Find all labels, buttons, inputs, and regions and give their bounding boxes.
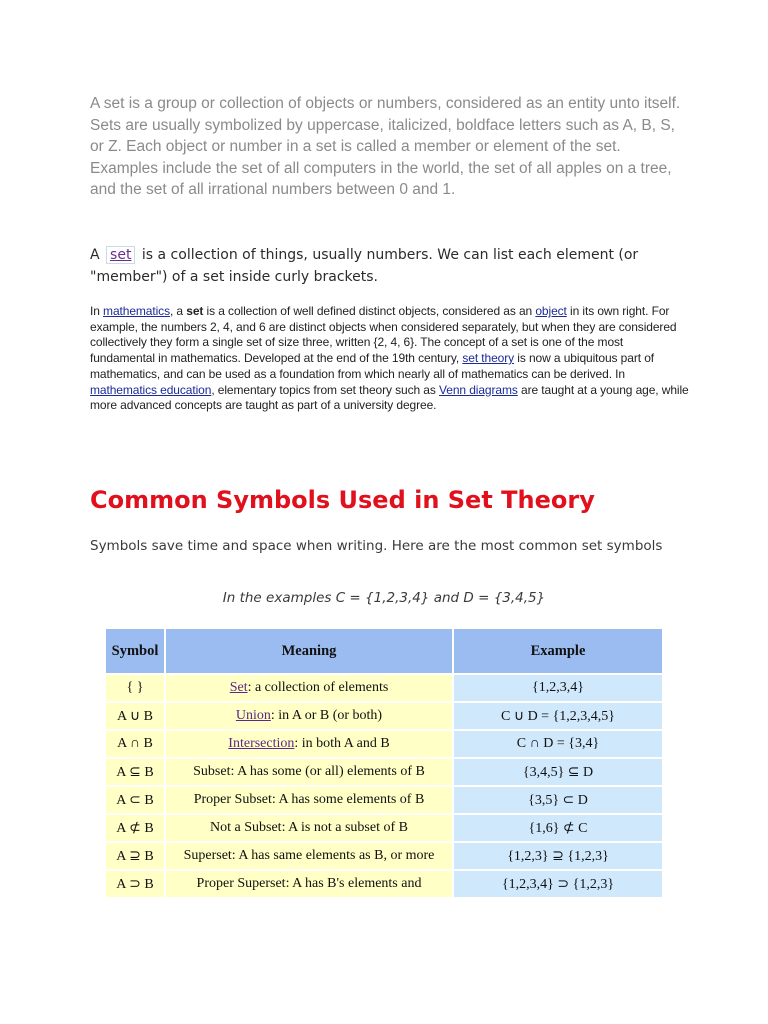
- meaning-text: : in both A and B: [294, 736, 390, 751]
- meaning-text: : a collection of elements: [247, 680, 389, 695]
- example-cell: {1,6} ⊄ C: [453, 814, 663, 842]
- p3-text: is now a ubiquitous part of mathematics, and can be used as a foundation from which nearly all of mathematics can be derived. In: [90, 351, 654, 381]
- p3-text: in its own right. For example, the numbers 2, 4, and 6 are distinct objects when considered separately, but when they are considered collectively they form a single set of size three, written {2, 4, 6}. The concept of a set is one of the most fundamental in mathematics. Developed at the end of the 19th century,: [90, 304, 677, 366]
- symbols-table: [104, 627, 664, 899]
- examples-note: In the examples C = {1,2,3,4} and D = {3,4,5}: [222, 590, 546, 606]
- meaning-cell: [165, 870, 453, 898]
- symbol-cell: A ⊄ B: [105, 814, 165, 842]
- meaning-cell: [165, 814, 453, 842]
- table-row: [105, 702, 663, 730]
- symbol-cell: A ⊇ B: [105, 842, 165, 870]
- meaning-text: Proper Superset: A has B's elements and: [196, 876, 422, 891]
- meaning-text: Not a Subset: A is not a subset of B: [210, 820, 408, 835]
- table-row: [105, 842, 663, 870]
- example-cell: {3,4,5} ⊆ D: [453, 758, 663, 786]
- table-row: [105, 814, 663, 842]
- p3-text: , elementary topics from set theory such as: [211, 382, 440, 397]
- meaning-cell: [165, 674, 453, 702]
- meaning-cell: [165, 702, 453, 730]
- symbol-cell: { }: [105, 674, 165, 702]
- p3-text: is a collection of well defined distinct objects, considered as an: [203, 304, 536, 318]
- symbol-cell: A ∪ B: [105, 702, 165, 730]
- meaning-cell: [165, 842, 453, 870]
- mathematics-link[interactable]: mathematics: [103, 304, 170, 318]
- meaning-link[interactable]: Union: [235, 708, 271, 723]
- table-row: [105, 870, 663, 898]
- table-row: [105, 786, 663, 814]
- p3-text: are taught at a young age, while more advanced concepts are taught as part of a university degree.: [90, 382, 689, 413]
- example-cell: C ∩ D = {3,4}: [453, 730, 663, 758]
- meaning-cell: [165, 786, 453, 814]
- symbol-cell: A ⊃ B: [105, 870, 165, 898]
- symbol-cell: A ⊂ B: [105, 786, 165, 814]
- header-meaning: Meaning: [165, 628, 453, 674]
- section-heading: Common Symbols Used in Set Theory: [90, 486, 595, 514]
- symbols-intro: Symbols save time and space when writing. Here are the most common set symbols: [90, 538, 663, 554]
- header-example: Example: [453, 628, 663, 674]
- meaning-text: Proper Subset: A has some elements of B: [193, 792, 425, 807]
- p3-text: , a: [169, 304, 187, 318]
- header-symbol: Symbol: [105, 628, 165, 674]
- meaning-text: Subset: A has some (or all) elements of B: [193, 764, 425, 779]
- p2-after: is a collection of things, usually numbers. We can list each element (or "member") of a set inside curly brackets.: [90, 247, 639, 285]
- mathematics-education-link[interactable]: mathematics education: [90, 382, 212, 397]
- meaning-cell: [165, 730, 453, 758]
- meaning-link[interactable]: Intersection: [228, 736, 295, 751]
- symbol-cell: A ∩ B: [105, 730, 165, 758]
- object-link[interactable]: object: [535, 304, 567, 318]
- meaning-link[interactable]: Set: [229, 680, 248, 695]
- set-definition-paragraph: [90, 244, 690, 288]
- example-cell: {1,2,3,4}: [453, 674, 663, 702]
- table-header-row: [105, 628, 663, 674]
- example-cell: {1,2,3} ⊇ {1,2,3}: [453, 842, 663, 870]
- wiki-paragraph: [90, 304, 690, 414]
- intro-paragraph: A set is a group or collection of objects or numbers, considered as an entity unto itself. Sets are usually symbolized by uppercase, italicized, boldface letters such as A, B, S, or Z. Each object or number in a set is called a member or element of the set. Examples include the set of all computers in the world, the set of all apples on a tree, and the set of all irrational numbers between 0 and 1.: [90, 95, 681, 199]
- example-cell: {1,2,3,4} ⊃ {1,2,3}: [453, 870, 663, 898]
- example-cell: {3,5} ⊂ D: [453, 786, 663, 814]
- meaning-cell: [165, 758, 453, 786]
- venn-diagrams-link[interactable]: Venn diagrams: [439, 382, 518, 397]
- example-cell: C ∪ D = {1,2,3,4,5}: [453, 702, 663, 730]
- p2-before: A: [90, 247, 100, 263]
- meaning-text: : in A or B (or both): [270, 708, 383, 723]
- table-row: [105, 730, 663, 758]
- p3-text: In: [90, 304, 104, 318]
- set-link[interactable]: set: [106, 246, 135, 264]
- table-row: [105, 758, 663, 786]
- set-theory-link[interactable]: set theory: [462, 351, 515, 366]
- set-bold: set: [186, 304, 204, 318]
- table-row: [105, 674, 663, 702]
- symbol-cell: A ⊆ B: [105, 758, 165, 786]
- meaning-text: Superset: A has same elements as B, or more: [183, 848, 435, 863]
